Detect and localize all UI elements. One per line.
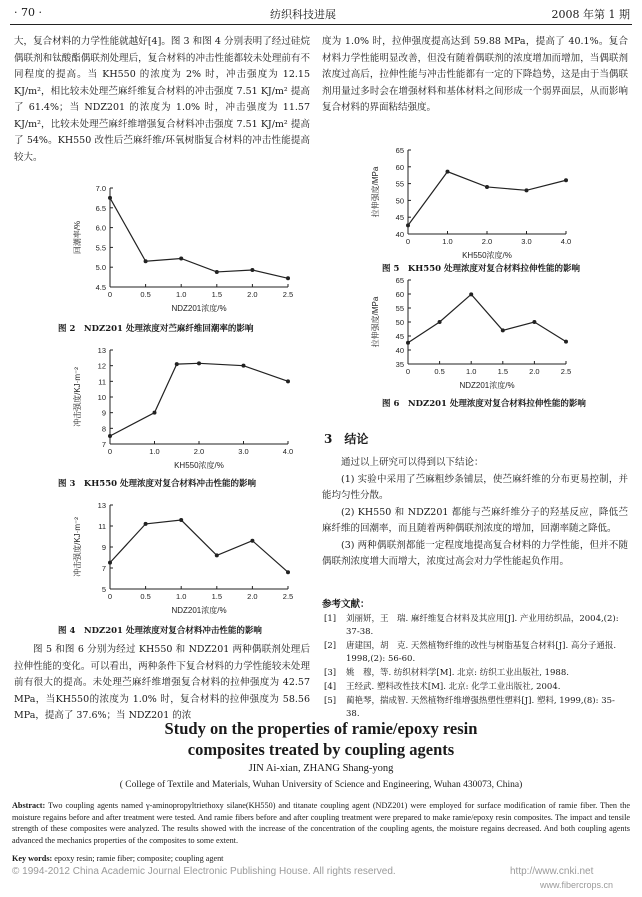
x-tick-label: 3.0 — [238, 447, 249, 456]
y-tick-label: 7 — [101, 564, 106, 573]
data-point — [242, 364, 246, 368]
figure-5-chart — [368, 142, 578, 262]
figure-4-caption: 图 4 NDZ201 处理浓度对复合材料冲击性能的影响 — [58, 626, 262, 636]
conclusion-heading: 3 结论 — [324, 432, 369, 446]
y-tick-label: 40 — [395, 230, 404, 239]
left-paragraph-2: 图 5 和图 6 分别为经过 KH550 和 NDZ201 两种偶联剂处理后拉伸性能的变化。可以看出，两种条件下复合材料的力学性能较未处理前有很大的提高。未处理苎麻纤维增强复合材料的拉伸强度为 42.57 MPa，当KH550的浓度为 1.0% 时，复合材料的拉伸强度为 58.56 MPa，提高了 37.6%；当 NDZ201 的浓 — [14, 644, 310, 721]
left-paragraph-1: 大，复合材料的力学性能就越好[4]。图 3 和图 4 分别表明了经过硅烷偶联剂和钛酸酯偶联剂处理后，复合材料的冲击性能都较未处理前有不同程度的提高。当 KH550 的浓度为 2% 时，冲击强度为 12.15 KJ/m²，相比较未处理苎麻纤维复合材料的冲击强度 7.51 KJ/m² 提高了 61.4%；当 NDZ201 的浓度为 1.0% 时，冲击强度为 11.57 KJ/m²，比较未处理苎麻纤维增强复合材料冲击强度 7.51 KJ/m² 提高了 54%。KH550 改性后苎麻纤维/环氧树脂复合材料的冲击性能提高较大。 — [14, 36, 310, 163]
figure-6-chart — [368, 272, 578, 392]
reference-item: [2] 唐建国，胡 克. 天然植物纤维的改性与树脂基复合材料[J]. 高分子通报. 1998,(2): 56-60. — [324, 641, 617, 664]
data-point — [406, 223, 410, 227]
x-axis-title: KH550浓度/% — [462, 251, 512, 260]
x-tick-label: 2.0 — [529, 367, 540, 376]
data-point — [175, 362, 179, 366]
x-tick-label: 1.5 — [497, 367, 509, 376]
x-tick-label: 1.0 — [175, 290, 187, 299]
x-tick-label: 0 — [405, 237, 411, 246]
series-line — [110, 198, 288, 278]
references-heading: 参考文献： — [322, 599, 370, 610]
header-rule — [10, 24, 632, 25]
right-paragraph-1: 度为 1.0% 时，拉伸强度提高达到 59.88 MPa，提高了 40.1%。复合材料力学性能明显改善，但没有随着偶联剂的浓度增加而增加，当偶联剂浓度过高后，拉伸性能与冲击性能都有一定的下降趋势，这是由于当偶联剂用量过多时会在增强材料和基体材料之间形成一个弱界面层，从而影响复合材料的界面粘结强度。 — [322, 36, 628, 113]
y-tick-label: 5 — [101, 585, 106, 594]
series-line — [110, 520, 288, 572]
y-tick-label: 60 — [395, 290, 404, 299]
y-tick-label: 45 — [395, 213, 404, 223]
data-point — [215, 553, 219, 557]
series-line — [408, 294, 566, 342]
y-axis-title: 回潮率/% — [73, 220, 82, 255]
data-point — [406, 341, 410, 345]
y-tick-label: 50 — [395, 196, 404, 206]
x-tick-label: 2.5 — [560, 367, 572, 376]
y-tick-label: 55 — [395, 179, 404, 189]
figure-5-caption: 图 5 KH550 处理浓度对复合材料拉伸性能的影响 — [382, 264, 580, 274]
data-point — [564, 178, 568, 182]
x-tick-label: 2.5 — [282, 592, 294, 601]
figure-2-caption: 图 2 NDZ201 处理浓度对苎麻纤维回潮率的影响 — [58, 324, 254, 334]
y-tick-label: 7 — [101, 440, 106, 449]
y-tick-label: 7.0 — [95, 184, 106, 193]
figure-3-chart — [70, 342, 300, 472]
x-axis-title: NDZ201浓度/% — [459, 381, 515, 390]
x-tick-label: 1.0 — [442, 237, 453, 246]
y-tick-label: 10 — [97, 393, 106, 402]
x-tick-label: 0.5 — [140, 592, 151, 601]
x-axis-title: NDZ201浓度/% — [171, 606, 227, 615]
y-tick-label: 8 — [101, 424, 106, 434]
series-line — [110, 363, 288, 436]
reference-item: [1] 刘丽妍，王 瑞. 麻纤维复合材料及其应用[J]. 产业用纺织品，2004,(2): 37-38. — [324, 614, 619, 637]
data-point — [286, 276, 290, 280]
page-number: · 70 · — [14, 6, 42, 19]
reference-item: [3] 姚 穆，等. 纺织材料学[M]. 北京: 纺织工业出版社, 1988. — [324, 668, 569, 678]
data-point — [446, 170, 450, 174]
cnki-link[interactable]: http://www.cnki.net — [510, 866, 594, 877]
y-tick-label: 55 — [395, 304, 404, 313]
conclusion-item-3: (3) 两种偶联剂都能一定程度地提高复合材料的力学性能，但并不随偶联剂浓度增大而增大，浓度过高会对力学性能起负作用。 — [322, 539, 628, 567]
y-axis-title: 拉伸强度/MPa — [371, 296, 380, 348]
english-authors: JIN Ai-xian, ZHANG Shang-yong — [248, 763, 394, 774]
x-tick-label: 2.0 — [247, 592, 258, 601]
english-title-line-2: composites treated by coupling agents — [187, 740, 455, 759]
y-tick-label: 6.0 — [95, 223, 106, 233]
figure-3-caption: 图 3 KH550 处理浓度对复合材料冲击性能的影响 — [58, 479, 256, 489]
references-list — [324, 613, 628, 722]
x-tick-label: 4.0 — [560, 237, 572, 246]
x-axis-title: NDZ201浓度/% — [171, 304, 227, 313]
x-tick-label: 1.0 — [465, 367, 477, 376]
data-point — [153, 411, 157, 415]
data-point — [250, 268, 254, 272]
x-tick-label: 3.0 — [521, 237, 532, 246]
journal-name: 纺织科技进展 — [270, 8, 336, 21]
english-abstract: Abstract: Two coupling agents named γ-aminopropyltriethoxy silane(KH550) and titanate coupling agent (NDZ201) were employed for surface modification of ramie fiber. Then the moisture regains before and after treatment were tested. And ramie fibers before and after coupling treatment were prepared to make ramie/epoxy resin composites. The impact and tensile strength of these composites were analyzed. The results showed with the increase of the concentration of the coupling agents, the moisture regains decreased. And both coupling agents advanced the mechanics properties of the composites to some extent. — [12, 801, 630, 845]
figure-2-chart — [70, 180, 300, 315]
data-point — [250, 539, 254, 543]
data-point — [108, 196, 112, 200]
data-point — [108, 434, 112, 438]
y-tick-label: 60 — [395, 162, 404, 172]
data-point — [501, 328, 505, 332]
y-tick-label: 9 — [101, 408, 106, 418]
y-tick-label: 9 — [101, 543, 106, 552]
x-tick-label: 2.5 — [282, 290, 294, 299]
english-keywords: Key words: epoxy resin; ramie fiber; composite; coupling agent — [12, 854, 224, 863]
y-tick-label: 40 — [395, 346, 404, 355]
x-tick-label: 0.5 — [140, 290, 151, 299]
x-tick-label: 0 — [405, 367, 411, 376]
reference-item: [5] 蔺艳琴，揣成智. 天然植物纤维增强热塑性塑料[J]. 塑料, 1999,(8): 35-38. — [324, 696, 615, 719]
data-point — [108, 561, 112, 565]
y-tick-label: 11 — [98, 377, 106, 387]
y-axis-title: 拉伸强度/MPa — [371, 166, 380, 218]
conclusion-body: 通过以上研究可以得到以下结论： (1) 实验中采用了苎麻粗纱条铺层，使苎麻纤维的分布更易控制，并能均匀性分散。 (2) KH550 和 NDZ201 都能与苎麻纤维分子的羟基反应，降低苎麻纤维的回潮率，而且随着两种偶联剂浓度的增加，回潮率随之降低。 (3) 两种偶联剂都能一定程度地提高复合材料的力学性能，但并不随偶联剂浓度增大而增大，浓度过高会对力学性能起负作用。 — [322, 455, 628, 571]
copyright-notice: © 1994-2012 China Academic Journal Electronic Publishing House. All rights reserved. — [12, 866, 396, 877]
x-tick-label: 1.0 — [175, 592, 187, 601]
x-tick-label: 0 — [107, 447, 113, 456]
data-point — [525, 188, 529, 192]
y-axis-title: 冲击强度/KJ·m⁻² — [73, 367, 82, 427]
x-tick-label: 1.5 — [211, 290, 223, 299]
issue-label: 2008 年第 1 期 — [551, 8, 630, 21]
x-tick-label: 2.0 — [481, 237, 493, 246]
conclusion-item-2: (2) KH550 和 NDZ201 都能与苎麻纤维分子的羟基反应，降低苎麻纤维的回潮率，而且随着两种偶联剂浓度的增加，回潮率随之降低。 — [322, 506, 628, 534]
data-point — [286, 379, 290, 383]
x-tick-label: 1.5 — [211, 592, 223, 601]
data-point — [564, 340, 568, 344]
data-point — [179, 518, 183, 522]
y-tick-label: 50 — [395, 318, 404, 327]
y-axis-title: 冲击强度/KJ·m⁻² — [73, 517, 82, 577]
y-tick-label: 35 — [395, 360, 404, 369]
data-point — [485, 185, 489, 189]
data-point — [532, 320, 536, 324]
english-affiliation: ( College of Textile and Materials, Wuhan University of Science and Engineering, Wuhan 430073, China) — [119, 780, 523, 790]
data-point — [197, 361, 201, 365]
y-tick-label: 6.5 — [95, 203, 106, 213]
y-tick-label: 13 — [97, 346, 106, 355]
x-tick-label: 0.5 — [434, 367, 445, 376]
figure-6-caption: 图 6 NDZ201 处理浓度对复合材料拉伸性能的影响 — [382, 399, 586, 409]
figure-4-chart — [70, 497, 300, 617]
y-tick-label: 65 — [395, 276, 404, 285]
x-tick-label: 0 — [107, 592, 113, 601]
series-line — [408, 172, 566, 226]
y-tick-label: 12 — [97, 361, 106, 371]
x-tick-label: 2.0 — [247, 290, 258, 299]
y-tick-label: 4.5 — [95, 283, 106, 292]
x-tick-label: 2.0 — [193, 447, 205, 456]
x-tick-label: 4.0 — [282, 447, 294, 456]
data-point — [144, 259, 148, 263]
data-point — [469, 292, 473, 296]
x-axis-title: KH550浓度/% — [174, 461, 224, 470]
data-point — [215, 270, 219, 274]
y-tick-label: 13 — [97, 501, 106, 510]
data-point — [438, 320, 442, 324]
y-tick-label: 5.5 — [95, 243, 106, 253]
y-tick-label: 45 — [395, 332, 404, 341]
y-tick-label: 65 — [395, 146, 404, 155]
watermark-text: www.fibercrops.cn — [540, 880, 614, 890]
conclusion-item-1: (1) 实验中采用了苎麻粗纱条铺层，使苎麻纤维的分布更易控制，并能均匀性分散。 — [322, 473, 628, 501]
x-tick-label: 0 — [107, 290, 113, 299]
y-tick-label: 5.0 — [95, 263, 106, 273]
y-tick-label: 11 — [98, 522, 106, 531]
data-point — [286, 570, 290, 574]
data-point — [144, 522, 148, 526]
english-title-line-1: Study on the properties of ramie/epoxy resin — [164, 719, 478, 738]
data-point — [179, 256, 183, 260]
reference-item: [4] 王经武. 塑料改性技术[M]. 北京: 化学工业出版社, 2004. — [324, 682, 561, 692]
x-tick-label: 1.0 — [149, 447, 160, 456]
